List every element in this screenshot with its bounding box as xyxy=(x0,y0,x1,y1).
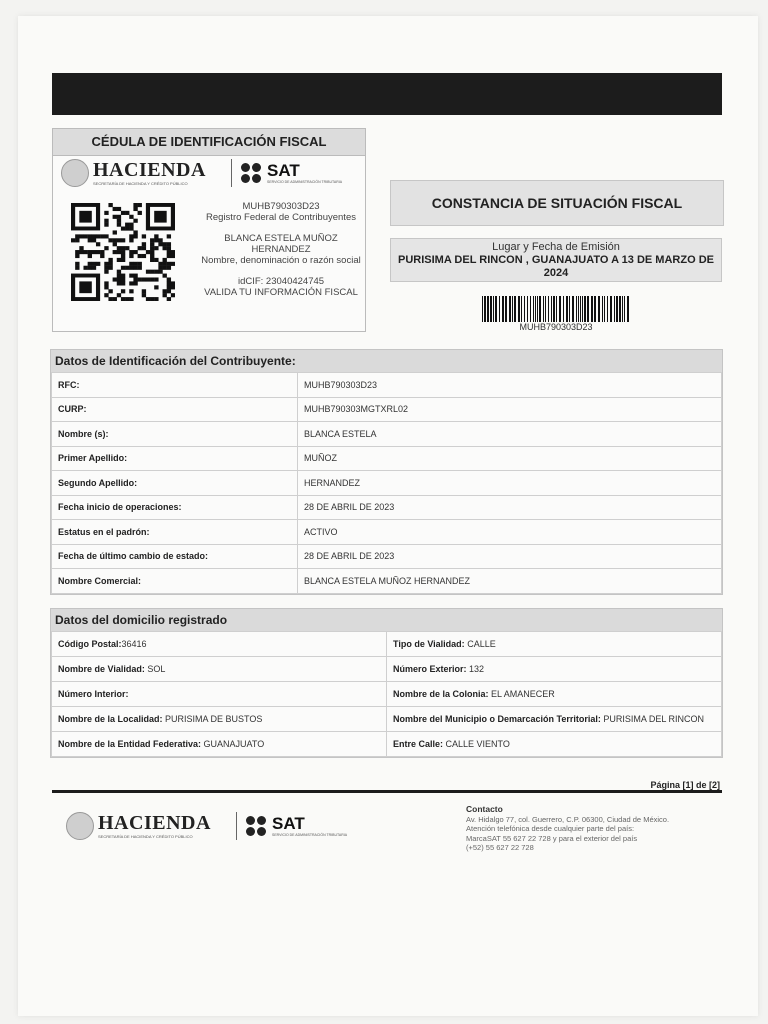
domicilio-label: Código Postal: xyxy=(58,639,122,649)
emision-label: Lugar y Fecha de Emisión xyxy=(492,241,620,253)
constancia-title: CONSTANCIA DE SITUACIÓN FISCAL xyxy=(390,180,724,226)
footer-sat-wordmark: SAT xyxy=(272,814,305,833)
domicilio-value: 132 xyxy=(466,664,485,674)
domicilio-cell xyxy=(52,632,387,657)
identificacion-label: Nombre Comercial: xyxy=(52,569,298,594)
identificacion-label: Estatus en el padrón: xyxy=(52,520,298,545)
cedula-logos xyxy=(61,159,361,189)
identificacion-row xyxy=(52,471,722,496)
identificacion-value: MUHB790303MGTXRL02 xyxy=(298,397,722,422)
identificacion-row xyxy=(52,544,722,569)
domicilio-section xyxy=(50,608,723,758)
domicilio-row xyxy=(52,632,722,657)
domicilio-label: Entre Calle: xyxy=(393,739,444,749)
domicilio-cell xyxy=(52,707,387,732)
identificacion-title: Datos de Identificación del Contribuyente: xyxy=(51,350,722,372)
domicilio-row xyxy=(52,707,722,732)
footer-sat-subtitle: SERVICIO DE ADMINISTRACIÓN TRIBUTARIA xyxy=(272,833,348,837)
domicilio-cell xyxy=(52,732,387,757)
sat-wordmark: SAT xyxy=(267,161,300,180)
cedula-name-label: Nombre, denominación o razón social xyxy=(201,255,361,266)
contacto-line: Atención telefónica desde cualquier parte del país: xyxy=(466,824,635,833)
domicilio-label: Tipo de Vialidad: xyxy=(393,639,465,649)
identificacion-row xyxy=(52,569,722,594)
cedula-title: CÉDULA DE IDENTIFICACIÓN FISCAL xyxy=(53,129,365,156)
domicilio-value: 36416 xyxy=(121,639,147,649)
domicilio-table xyxy=(51,631,722,757)
sat-dots-icon xyxy=(241,163,263,185)
domicilio-value: GUANAJUATO xyxy=(201,739,265,749)
domicilio-label: Nombre de Vialidad: xyxy=(58,664,145,674)
domicilio-label: Nombre de la Entidad Federativa: xyxy=(58,739,202,749)
cedula-name: BLANCA ESTELA MUÑOZ HERNANDEZ xyxy=(224,233,338,255)
footer-hacienda-wordmark: HACIENDA xyxy=(98,812,211,834)
emision-box xyxy=(390,238,722,282)
domicilio-cell xyxy=(387,707,722,732)
domicilio-value: CALLE xyxy=(464,639,496,649)
barcode xyxy=(482,296,630,322)
footer-logos xyxy=(66,812,366,846)
footer-mexico-seal-icon xyxy=(66,812,94,840)
domicilio-cell xyxy=(52,682,387,707)
logo-divider xyxy=(231,159,232,187)
identificacion-value: MUÑOZ xyxy=(298,446,722,471)
domicilio-cell xyxy=(387,632,722,657)
domicilio-row xyxy=(52,657,722,682)
domicilio-label: Número Exterior: xyxy=(393,664,467,674)
identificacion-value: HERNANDEZ xyxy=(298,471,722,496)
footer-sat-dots-icon xyxy=(246,816,268,838)
domicilio-value: PURISIMA DEL RINCON xyxy=(600,714,705,724)
identificacion-table xyxy=(51,372,722,594)
contacto-title: Contacto xyxy=(466,804,503,814)
identificacion-label: Primer Apellido: xyxy=(52,446,298,471)
domicilio-cell xyxy=(387,682,722,707)
sat-subtitle: SERVICIO DE ADMINISTRACIÓN TRIBUTARIA xyxy=(267,180,343,184)
identificacion-value: 28 DE ABRIL DE 2023 xyxy=(298,544,722,569)
qr-code xyxy=(71,203,175,301)
identificacion-row xyxy=(52,495,722,520)
domicilio-row xyxy=(52,682,722,707)
emision-value: PURISIMA DEL RINCON , GUANAJUATO A 13 DE MARZO DE 2024 xyxy=(398,254,714,279)
identificacion-value: BLANCA ESTELA MUÑOZ HERNANDEZ xyxy=(298,569,722,594)
footer-hacienda-subtitle: SECRETARÍA DE HACIENDA Y CRÉDITO PÚBLICO xyxy=(98,834,193,839)
identificacion-label: Segundo Apellido: xyxy=(52,471,298,496)
identificacion-value: 28 DE ABRIL DE 2023 xyxy=(298,495,722,520)
hacienda-wordmark: HACIENDA xyxy=(93,159,206,181)
identificacion-row xyxy=(52,422,722,447)
domicilio-label: Nombre del Municipio o Demarcación Territorial: xyxy=(393,714,601,724)
identificacion-row xyxy=(52,446,722,471)
cedula-idcif: idCIF: 23040424745 xyxy=(237,276,325,287)
contacto-line: MarcaSAT 55 627 22 728 y para el exterior del país xyxy=(466,833,638,843)
identificacion-value: ACTIVO xyxy=(298,520,722,545)
contacto-line: Av. Hidalgo 77, col. Guerrero, C.P. 06300, Ciudad de México. xyxy=(466,814,670,824)
hacienda-subtitle: SECRETARÍA DE HACIENDA Y CRÉDITO PÚBLICO xyxy=(93,181,188,186)
cedula-info xyxy=(201,201,361,308)
domicilio-value: CALLE VIENTO xyxy=(443,739,510,749)
identificacion-row xyxy=(52,397,722,422)
domicilio-value: PURISIMA DE BUSTOS xyxy=(162,714,263,724)
identificacion-label: Fecha inicio de operaciones: xyxy=(52,495,298,520)
identificacion-label: RFC: xyxy=(52,373,298,398)
identificacion-label: Fecha de último cambio de estado: xyxy=(52,544,298,569)
domicilio-cell xyxy=(52,657,387,682)
page-number: Página [1] de [2] xyxy=(650,780,720,790)
contacto-line: (+52) 55 627 22 728 xyxy=(466,843,534,852)
identificacion-label: Nombre (s): xyxy=(52,422,298,447)
identificacion-section xyxy=(50,349,723,595)
domicilio-label: Nombre de la Localidad: xyxy=(58,714,163,724)
mexico-seal-icon xyxy=(61,159,89,187)
domicilio-title: Datos del domicilio registrado xyxy=(51,609,722,631)
cedula-valida: VALIDA TU INFORMACIÓN FISCAL xyxy=(204,287,358,298)
identificacion-row xyxy=(52,520,722,545)
identificacion-label: CURP: xyxy=(52,397,298,422)
footer-logo-divider xyxy=(236,812,237,840)
domicilio-value: SOL xyxy=(144,664,166,674)
contacto-block xyxy=(466,805,726,853)
domicilio-row xyxy=(52,732,722,757)
domicilio-cell xyxy=(387,657,722,682)
cedula-box xyxy=(52,128,366,332)
domicilio-label: Número Interior: xyxy=(58,689,129,699)
footer-rule xyxy=(52,790,722,793)
barcode-text: MUHB790303D23 xyxy=(519,322,593,332)
identificacion-value: MUHB790303D23 xyxy=(298,373,722,398)
cedula-rfc-label: Registro Federal de Contribuyentes xyxy=(206,212,356,223)
domicilio-cell xyxy=(387,732,722,757)
header-bar xyxy=(52,73,722,115)
domicilio-label: Nombre de la Colonia: xyxy=(393,689,489,699)
domicilio-value: EL AMANECER xyxy=(488,689,555,699)
identificacion-row xyxy=(52,373,722,398)
identificacion-value: BLANCA ESTELA xyxy=(298,422,722,447)
cedula-rfc: MUHB790303D23 xyxy=(242,201,320,212)
